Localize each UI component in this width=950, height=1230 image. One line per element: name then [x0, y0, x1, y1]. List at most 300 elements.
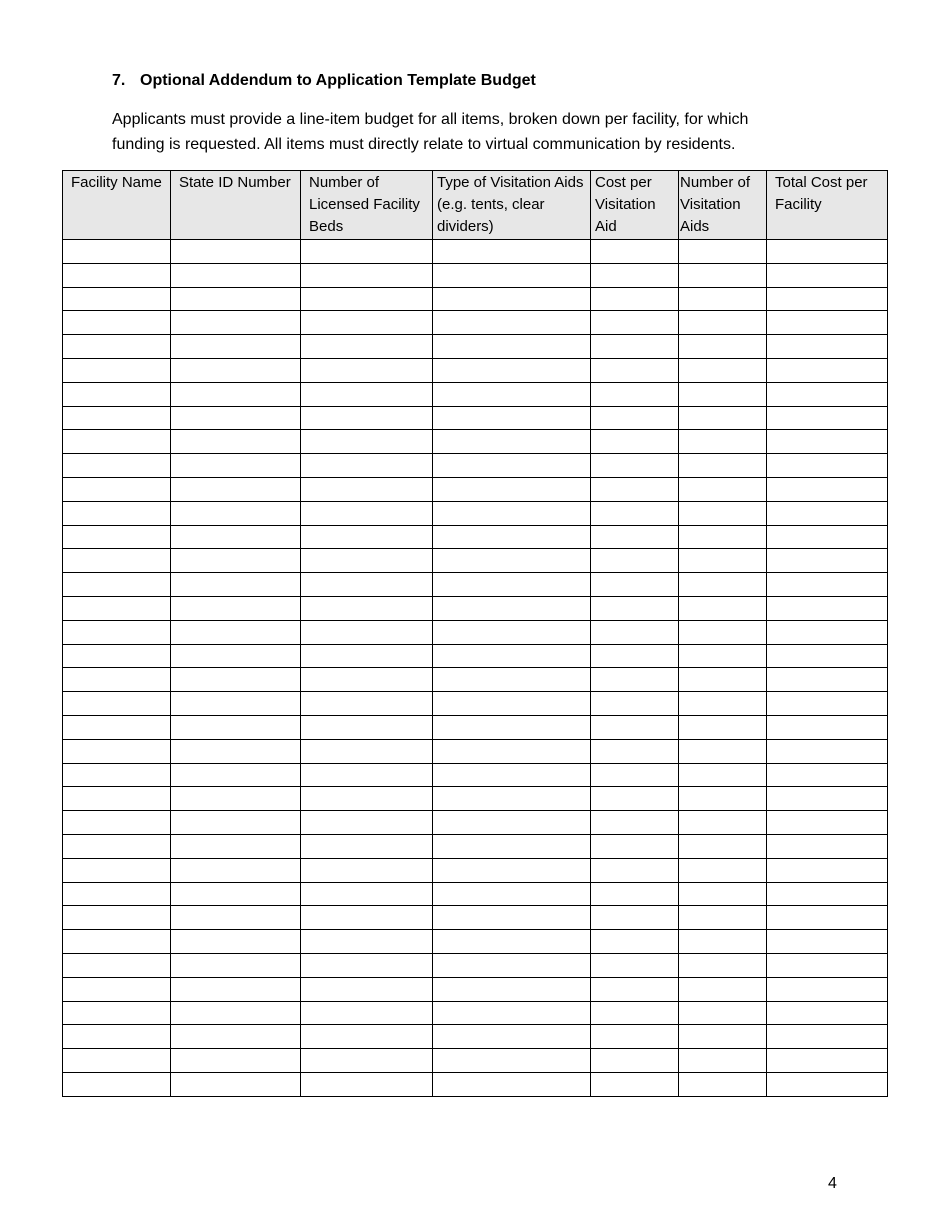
total-cost-cell[interactable] — [767, 906, 888, 930]
licensed-beds-cell[interactable] — [301, 906, 433, 930]
licensed-beds-cell[interactable] — [301, 382, 433, 406]
state-id-cell[interactable] — [171, 906, 301, 930]
licensed-beds-cell[interactable] — [301, 358, 433, 382]
aid-type-cell[interactable] — [433, 858, 591, 882]
table-row — [63, 715, 888, 739]
total-cost-cell[interactable] — [767, 335, 888, 359]
cost-per-aid-cell[interactable] — [591, 240, 679, 264]
facility-name-cell[interactable] — [63, 906, 171, 930]
total-cost-cell[interactable] — [767, 1049, 888, 1073]
cost-per-aid-cell[interactable] — [591, 477, 679, 501]
section-number: 7. — [112, 72, 126, 89]
cost-per-aid-cell[interactable] — [591, 906, 679, 930]
licensed-beds-cell[interactable] — [301, 573, 433, 597]
table-row — [63, 525, 888, 549]
facility-name-cell[interactable] — [63, 596, 171, 620]
licensed-beds-cell[interactable] — [301, 882, 433, 906]
table-row — [63, 1072, 888, 1096]
cost-per-aid-cell[interactable] — [591, 620, 679, 644]
total-cost-cell[interactable] — [767, 1072, 888, 1096]
facility-name-cell[interactable] — [63, 953, 171, 977]
number-of-aids-cell[interactable] — [679, 549, 767, 573]
state-id-cell[interactable] — [171, 501, 301, 525]
facility-name-cell[interactable] — [63, 525, 171, 549]
total-cost-cell[interactable] — [767, 668, 888, 692]
facility-name-cell[interactable] — [63, 811, 171, 835]
section-title: Optional Addendum to Application Template Budget — [140, 72, 536, 89]
total-cost-cell[interactable] — [767, 501, 888, 525]
facility-name-cell[interactable] — [63, 858, 171, 882]
state-id-cell[interactable] — [171, 930, 301, 954]
number-of-aids-cell[interactable] — [679, 454, 767, 478]
aid-type-cell[interactable] — [433, 834, 591, 858]
state-id-cell[interactable] — [171, 739, 301, 763]
licensed-beds-cell[interactable] — [301, 715, 433, 739]
aid-type-cell[interactable] — [433, 287, 591, 311]
number-of-aids-cell[interactable] — [679, 787, 767, 811]
licensed-beds-cell[interactable] — [301, 477, 433, 501]
total-cost-cell[interactable] — [767, 882, 888, 906]
facility-name-cell[interactable] — [63, 430, 171, 454]
total-cost-cell[interactable] — [767, 311, 888, 335]
facility-name-cell[interactable] — [63, 287, 171, 311]
table-row — [63, 477, 888, 501]
aid-type-cell[interactable] — [433, 549, 591, 573]
aid-type-cell[interactable] — [433, 454, 591, 478]
aid-type-cell[interactable] — [433, 477, 591, 501]
state-id-cell[interactable] — [171, 573, 301, 597]
licensed-beds-cell[interactable] — [301, 739, 433, 763]
facility-name-cell[interactable] — [63, 1025, 171, 1049]
number-of-aids-cell[interactable] — [679, 882, 767, 906]
facility-name-cell[interactable] — [63, 882, 171, 906]
total-cost-cell[interactable] — [767, 953, 888, 977]
facility-name-cell[interactable] — [63, 454, 171, 478]
total-cost-cell[interactable] — [767, 477, 888, 501]
aid-type-cell[interactable] — [433, 1072, 591, 1096]
table-row — [63, 858, 888, 882]
state-id-cell[interactable] — [171, 1049, 301, 1073]
number-of-aids-cell[interactable] — [679, 477, 767, 501]
number-of-aids-cell[interactable] — [679, 858, 767, 882]
state-id-cell[interactable] — [171, 834, 301, 858]
table-row — [63, 1001, 888, 1025]
number-of-aids-cell[interactable] — [679, 358, 767, 382]
state-id-cell[interactable] — [171, 430, 301, 454]
number-of-aids-cell[interactable] — [679, 596, 767, 620]
table-row — [63, 930, 888, 954]
table-row — [63, 977, 888, 1001]
licensed-beds-cell[interactable] — [301, 525, 433, 549]
aid-type-cell[interactable] — [433, 787, 591, 811]
total-cost-cell[interactable] — [767, 525, 888, 549]
facility-name-cell[interactable] — [63, 715, 171, 739]
cost-per-aid-cell[interactable] — [591, 953, 679, 977]
cost-per-aid-cell[interactable] — [591, 430, 679, 454]
table-row — [63, 382, 888, 406]
facility-name-cell[interactable] — [63, 549, 171, 573]
aid-type-cell[interactable] — [433, 573, 591, 597]
aid-type-cell[interactable] — [433, 263, 591, 287]
intro-line: Applicants must provide a line-item budget for all items, broken down per facility, for which — [112, 111, 749, 128]
table-row — [63, 501, 888, 525]
total-cost-cell[interactable] — [767, 263, 888, 287]
state-id-cell[interactable] — [171, 406, 301, 430]
licensed-beds-cell[interactable] — [301, 692, 433, 716]
number-of-aids-cell[interactable] — [679, 644, 767, 668]
total-cost-cell[interactable] — [767, 1001, 888, 1025]
facility-name-cell[interactable] — [63, 668, 171, 692]
table-row — [63, 240, 888, 264]
total-cost-cell[interactable] — [767, 287, 888, 311]
number-of-aids-cell[interactable] — [679, 430, 767, 454]
state-id-cell[interactable] — [171, 358, 301, 382]
table-row — [63, 1025, 888, 1049]
table-row — [63, 620, 888, 644]
number-of-aids-cell[interactable] — [679, 763, 767, 787]
facility-name-cell[interactable] — [63, 739, 171, 763]
total-cost-cell[interactable] — [767, 573, 888, 597]
facility-name-cell[interactable] — [63, 834, 171, 858]
state-id-cell[interactable] — [171, 977, 301, 1001]
licensed-beds-cell[interactable] — [301, 858, 433, 882]
aid-type-cell[interactable] — [433, 501, 591, 525]
aid-type-cell[interactable] — [433, 525, 591, 549]
cost-per-aid-cell[interactable] — [591, 787, 679, 811]
facility-name-cell[interactable] — [63, 644, 171, 668]
table-row — [63, 287, 888, 311]
total-cost-cell[interactable] — [767, 739, 888, 763]
cost-per-aid-cell[interactable] — [591, 1001, 679, 1025]
table-row — [63, 811, 888, 835]
cost-per-aid-cell[interactable] — [591, 739, 679, 763]
licensed-beds-cell[interactable] — [301, 430, 433, 454]
licensed-beds-cell[interactable] — [301, 644, 433, 668]
facility-name-cell[interactable] — [63, 1072, 171, 1096]
number-of-aids-cell[interactable] — [679, 240, 767, 264]
licensed-beds-cell[interactable] — [301, 953, 433, 977]
cost-per-aid-cell[interactable] — [591, 692, 679, 716]
licensed-beds-cell[interactable] — [301, 287, 433, 311]
state-id-cell[interactable] — [171, 763, 301, 787]
aid-type-cell[interactable] — [433, 1025, 591, 1049]
number-of-aids-cell[interactable] — [679, 263, 767, 287]
state-id-cell[interactable] — [171, 858, 301, 882]
number-of-aids-cell[interactable] — [679, 1025, 767, 1049]
aid-type-cell[interactable] — [433, 715, 591, 739]
facility-name-cell[interactable] — [63, 1001, 171, 1025]
aid-type-cell[interactable] — [433, 906, 591, 930]
cost-per-aid-cell[interactable] — [591, 382, 679, 406]
licensed-beds-cell[interactable] — [301, 763, 433, 787]
aid-type-cell[interactable] — [433, 382, 591, 406]
number-of-aids-cell[interactable] — [679, 811, 767, 835]
number-of-aids-cell[interactable] — [679, 287, 767, 311]
licensed-beds-cell[interactable] — [301, 930, 433, 954]
number-of-aids-cell[interactable] — [679, 834, 767, 858]
total-cost-cell[interactable] — [767, 644, 888, 668]
table-row — [63, 763, 888, 787]
number-of-aids-cell[interactable] — [679, 953, 767, 977]
cost-per-aid-cell[interactable] — [591, 454, 679, 478]
total-cost-cell[interactable] — [767, 715, 888, 739]
number-of-aids-cell[interactable] — [679, 311, 767, 335]
col-header-total-cost: Total Cost per Facility — [767, 171, 888, 240]
table-row — [63, 573, 888, 597]
aid-type-cell[interactable] — [433, 1049, 591, 1073]
total-cost-cell[interactable] — [767, 692, 888, 716]
table-row — [63, 787, 888, 811]
cost-per-aid-cell[interactable] — [591, 930, 679, 954]
intro-paragraph — [112, 108, 832, 157]
licensed-beds-cell[interactable] — [301, 668, 433, 692]
total-cost-cell[interactable] — [767, 382, 888, 406]
licensed-beds-cell[interactable] — [301, 811, 433, 835]
aid-type-cell[interactable] — [433, 430, 591, 454]
total-cost-cell[interactable] — [767, 454, 888, 478]
number-of-aids-cell[interactable] — [679, 382, 767, 406]
total-cost-cell[interactable] — [767, 549, 888, 573]
facility-name-cell[interactable] — [63, 477, 171, 501]
table-row — [63, 882, 888, 906]
total-cost-cell[interactable] — [767, 358, 888, 382]
number-of-aids-cell[interactable] — [679, 977, 767, 1001]
table-row — [63, 263, 888, 287]
cost-per-aid-cell[interactable] — [591, 263, 679, 287]
aid-type-cell[interactable] — [433, 953, 591, 977]
budget-table-body — [63, 240, 888, 1097]
state-id-cell[interactable] — [171, 287, 301, 311]
table-row — [63, 549, 888, 573]
licensed-beds-cell[interactable] — [301, 1025, 433, 1049]
cost-per-aid-cell[interactable] — [591, 358, 679, 382]
state-id-cell[interactable] — [171, 477, 301, 501]
total-cost-cell[interactable] — [767, 1025, 888, 1049]
col-header-number-of-aids: Number of Visitation Aids — [679, 171, 767, 240]
licensed-beds-cell[interactable] — [301, 311, 433, 335]
facility-name-cell[interactable] — [63, 692, 171, 716]
aid-type-cell[interactable] — [433, 240, 591, 264]
state-id-cell[interactable] — [171, 549, 301, 573]
state-id-cell[interactable] — [171, 668, 301, 692]
cost-per-aid-cell[interactable] — [591, 501, 679, 525]
facility-name-cell[interactable] — [63, 358, 171, 382]
table-row — [63, 335, 888, 359]
aid-type-cell[interactable] — [433, 811, 591, 835]
licensed-beds-cell[interactable] — [301, 335, 433, 359]
number-of-aids-cell[interactable] — [679, 1072, 767, 1096]
cost-per-aid-cell[interactable] — [591, 525, 679, 549]
page-number: 4 — [828, 1175, 837, 1192]
total-cost-cell[interactable] — [767, 858, 888, 882]
licensed-beds-cell[interactable] — [301, 406, 433, 430]
col-header-visitation-aid-type: Type of Visitation Aids (e.g. tents, clear dividers) — [433, 171, 591, 240]
licensed-beds-cell[interactable] — [301, 620, 433, 644]
state-id-cell[interactable] — [171, 454, 301, 478]
licensed-beds-cell[interactable] — [301, 549, 433, 573]
licensed-beds-cell[interactable] — [301, 1049, 433, 1073]
state-id-cell[interactable] — [171, 263, 301, 287]
licensed-beds-cell[interactable] — [301, 1072, 433, 1096]
cost-per-aid-cell[interactable] — [591, 811, 679, 835]
col-header-licensed-beds: Number of Licensed Facility Beds — [301, 171, 433, 240]
header-row — [63, 171, 888, 240]
state-id-cell[interactable] — [171, 596, 301, 620]
table-row — [63, 906, 888, 930]
number-of-aids-cell[interactable] — [679, 501, 767, 525]
cost-per-aid-cell[interactable] — [591, 311, 679, 335]
number-of-aids-cell[interactable] — [679, 573, 767, 597]
facility-name-cell[interactable] — [63, 620, 171, 644]
cost-per-aid-cell[interactable] — [591, 977, 679, 1001]
table-row — [63, 596, 888, 620]
number-of-aids-cell[interactable] — [679, 1001, 767, 1025]
total-cost-cell[interactable] — [767, 406, 888, 430]
state-id-cell[interactable] — [171, 382, 301, 406]
aid-type-cell[interactable] — [433, 311, 591, 335]
total-cost-cell[interactable] — [767, 811, 888, 835]
licensed-beds-cell[interactable] — [301, 834, 433, 858]
cost-per-aid-cell[interactable] — [591, 406, 679, 430]
col-header-state-id: State ID Number — [171, 171, 301, 240]
total-cost-cell[interactable] — [767, 977, 888, 1001]
aid-type-cell[interactable] — [433, 977, 591, 1001]
state-id-cell[interactable] — [171, 787, 301, 811]
state-id-cell[interactable] — [171, 620, 301, 644]
cost-per-aid-cell[interactable] — [591, 549, 679, 573]
number-of-aids-cell[interactable] — [679, 739, 767, 763]
facility-name-cell[interactable] — [63, 382, 171, 406]
cost-per-aid-cell[interactable] — [591, 882, 679, 906]
state-id-cell[interactable] — [171, 882, 301, 906]
cost-per-aid-cell[interactable] — [591, 335, 679, 359]
facility-name-cell[interactable] — [63, 763, 171, 787]
table-row — [63, 953, 888, 977]
cost-per-aid-cell[interactable] — [591, 1072, 679, 1096]
number-of-aids-cell[interactable] — [679, 1049, 767, 1073]
cost-per-aid-cell[interactable] — [591, 668, 679, 692]
number-of-aids-cell[interactable] — [679, 525, 767, 549]
total-cost-cell[interactable] — [767, 596, 888, 620]
licensed-beds-cell[interactable] — [301, 263, 433, 287]
state-id-cell[interactable] — [171, 953, 301, 977]
state-id-cell[interactable] — [171, 715, 301, 739]
table-row — [63, 311, 888, 335]
aid-type-cell[interactable] — [433, 358, 591, 382]
number-of-aids-cell[interactable] — [679, 715, 767, 739]
licensed-beds-cell[interactable] — [301, 977, 433, 1001]
state-id-cell[interactable] — [171, 692, 301, 716]
cost-per-aid-cell[interactable] — [591, 1025, 679, 1049]
facility-name-cell[interactable] — [63, 263, 171, 287]
number-of-aids-cell[interactable] — [679, 406, 767, 430]
intro-line: funding is requested. All items must directly relate to virtual communication by residents. — [112, 135, 736, 153]
facility-name-cell[interactable] — [63, 787, 171, 811]
aid-type-cell[interactable] — [433, 335, 591, 359]
table-row — [63, 406, 888, 430]
cost-per-aid-cell[interactable] — [591, 287, 679, 311]
state-id-cell[interactable] — [171, 311, 301, 335]
facility-name-cell[interactable] — [63, 501, 171, 525]
aid-type-cell[interactable] — [433, 668, 591, 692]
total-cost-cell[interactable] — [767, 763, 888, 787]
facility-name-cell[interactable] — [63, 573, 171, 597]
aid-type-cell[interactable] — [433, 739, 591, 763]
facility-name-cell[interactable] — [63, 406, 171, 430]
facility-name-cell[interactable] — [63, 240, 171, 264]
state-id-cell[interactable] — [171, 1025, 301, 1049]
facility-name-cell[interactable] — [63, 335, 171, 359]
facility-name-cell[interactable] — [63, 311, 171, 335]
number-of-aids-cell[interactable] — [679, 692, 767, 716]
cost-per-aid-cell[interactable] — [591, 834, 679, 858]
total-cost-cell[interactable] — [767, 620, 888, 644]
aid-type-cell[interactable] — [433, 406, 591, 430]
facility-name-cell[interactable] — [63, 977, 171, 1001]
table-row — [63, 834, 888, 858]
col-header-cost-per-aid: Cost per Visitation Aid — [591, 171, 679, 240]
state-id-cell[interactable] — [171, 335, 301, 359]
licensed-beds-cell[interactable] — [301, 787, 433, 811]
cost-per-aid-cell[interactable] — [591, 763, 679, 787]
aid-type-cell[interactable] — [433, 620, 591, 644]
aid-type-cell[interactable] — [433, 644, 591, 668]
state-id-cell[interactable] — [171, 644, 301, 668]
state-id-cell[interactable] — [171, 811, 301, 835]
cost-per-aid-cell[interactable] — [591, 644, 679, 668]
facility-name-cell[interactable] — [63, 1049, 171, 1073]
table-row — [63, 644, 888, 668]
number-of-aids-cell[interactable] — [679, 668, 767, 692]
state-id-cell[interactable] — [171, 1001, 301, 1025]
aid-type-cell[interactable] — [433, 930, 591, 954]
state-id-cell[interactable] — [171, 240, 301, 264]
aid-type-cell[interactable] — [433, 763, 591, 787]
number-of-aids-cell[interactable] — [679, 620, 767, 644]
aid-type-cell[interactable] — [433, 882, 591, 906]
cost-per-aid-cell[interactable] — [591, 715, 679, 739]
number-of-aids-cell[interactable] — [679, 906, 767, 930]
aid-type-cell[interactable] — [433, 692, 591, 716]
total-cost-cell[interactable] — [767, 430, 888, 454]
state-id-cell[interactable] — [171, 525, 301, 549]
total-cost-cell[interactable] — [767, 240, 888, 264]
licensed-beds-cell[interactable] — [301, 1001, 433, 1025]
table-row — [63, 454, 888, 478]
number-of-aids-cell[interactable] — [679, 335, 767, 359]
cost-per-aid-cell[interactable] — [591, 1049, 679, 1073]
aid-type-cell[interactable] — [433, 1001, 591, 1025]
cost-per-aid-cell[interactable] — [591, 596, 679, 620]
number-of-aids-cell[interactable] — [679, 930, 767, 954]
total-cost-cell[interactable] — [767, 787, 888, 811]
cost-per-aid-cell[interactable] — [591, 573, 679, 597]
total-cost-cell[interactable] — [767, 930, 888, 954]
col-header-facility-name: Facility Name — [63, 171, 171, 240]
aid-type-cell[interactable] — [433, 596, 591, 620]
table-row — [63, 358, 888, 382]
licensed-beds-cell[interactable] — [301, 240, 433, 264]
licensed-beds-cell[interactable] — [301, 596, 433, 620]
licensed-beds-cell[interactable] — [301, 454, 433, 478]
table-row — [63, 1049, 888, 1073]
table-row — [63, 739, 888, 763]
licensed-beds-cell[interactable] — [301, 501, 433, 525]
state-id-cell[interactable] — [171, 1072, 301, 1096]
facility-name-cell[interactable] — [63, 930, 171, 954]
total-cost-cell[interactable] — [767, 834, 888, 858]
cost-per-aid-cell[interactable] — [591, 858, 679, 882]
